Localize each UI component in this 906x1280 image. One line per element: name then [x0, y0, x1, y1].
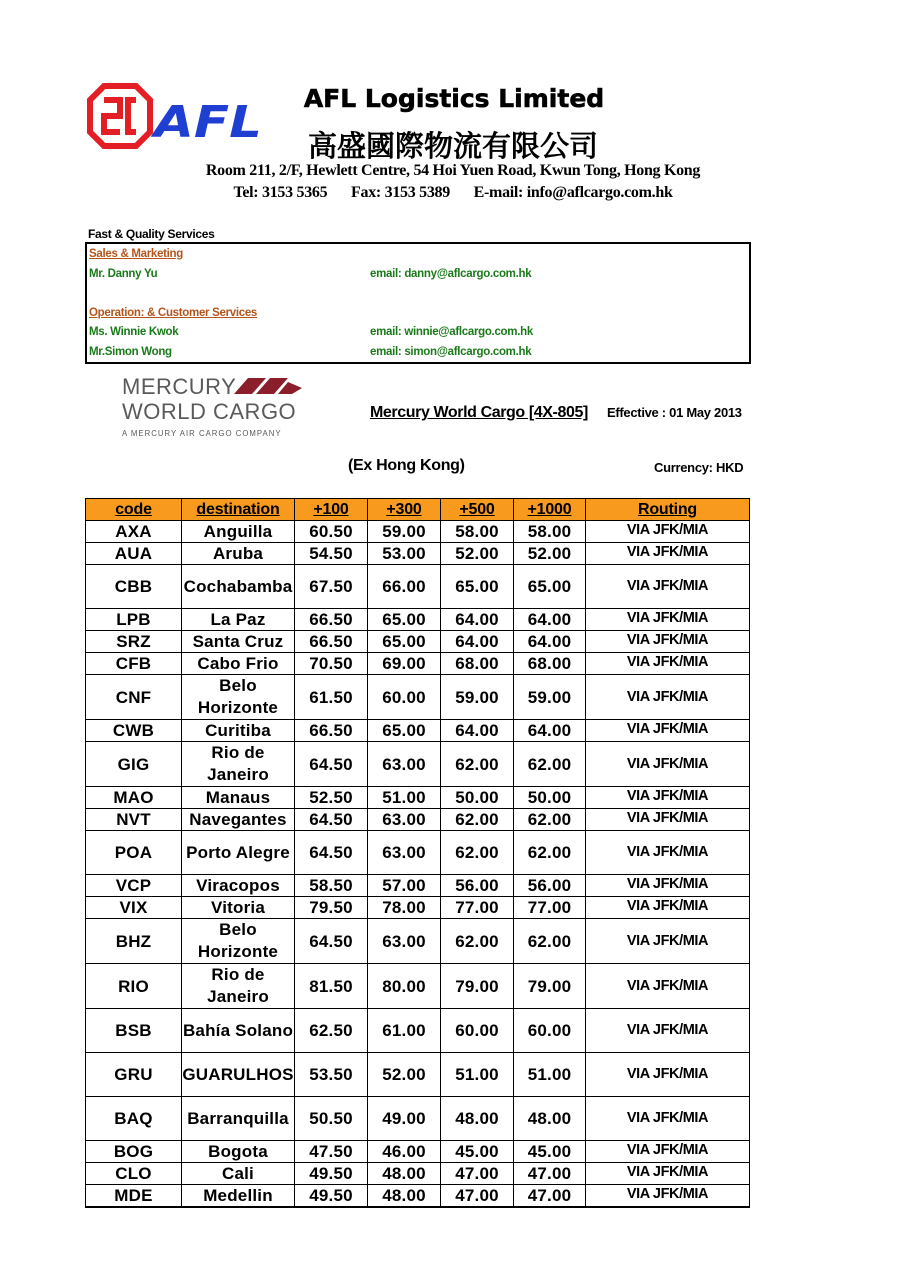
carrier-title: Mercury World Cargo [4X-805]: [370, 404, 588, 421]
cell-rate-300: 48.00: [368, 1185, 441, 1208]
cell-routing: VIA JFK/MIA: [586, 521, 750, 543]
cell-routing: VIA JFK/MIA: [586, 1185, 750, 1208]
cell-rate-1000: 47.00: [514, 1163, 586, 1185]
cell-routing: VIA JFK/MIA: [586, 1097, 750, 1141]
cell-rate-300: 63.00: [368, 809, 441, 831]
cell-routing: VIA JFK/MIA: [586, 809, 750, 831]
cell-destination: Viracopos: [182, 875, 295, 897]
col-header-destination: destination: [182, 499, 295, 521]
cell-routing: VIA JFK/MIA: [586, 742, 750, 787]
col-header-1000: +1000: [514, 499, 586, 521]
table-row: [86, 543, 750, 565]
cell-destination: Navegantes: [182, 809, 295, 831]
cell-destination: Manaus: [182, 787, 295, 809]
table-row: [86, 675, 750, 720]
cell-rate-500: 47.00: [441, 1163, 514, 1185]
cell-destination: Anguilla: [182, 521, 295, 543]
cell-rate-1000: 51.00: [514, 1053, 586, 1097]
cell-destination: Belo Horizonte: [182, 675, 295, 720]
cell-rate-500: 52.00: [441, 543, 514, 565]
cell-destination: GUARULHOS: [182, 1053, 295, 1097]
table-row: [86, 631, 750, 653]
cell-rate-1000: 48.00: [514, 1097, 586, 1141]
cell-rate-1000: 62.00: [514, 831, 586, 875]
cell-code: CBB: [86, 565, 182, 609]
rate-table-body: [86, 521, 750, 1208]
cell-rate-500: 45.00: [441, 1141, 514, 1163]
cell-rate-100: 64.50: [295, 919, 368, 964]
ops-contact-1-email[interactable]: email: winnie@aflcargo.com.hk: [370, 326, 533, 338]
cell-rate-1000: 62.00: [514, 742, 586, 787]
services-label: Fast & Quality Services: [88, 227, 215, 241]
cell-destination: Vitoria: [182, 897, 295, 919]
table-row: [86, 1163, 750, 1185]
contact-box: [85, 242, 751, 364]
cell-code: MAO: [86, 787, 182, 809]
cell-routing: VIA JFK/MIA: [586, 675, 750, 720]
cell-destination: Santa Cruz: [182, 631, 295, 653]
cell-rate-500: 51.00: [441, 1053, 514, 1097]
cell-rate-100: 60.50: [295, 521, 368, 543]
col-header-code: code: [86, 499, 182, 521]
cell-rate-100: 70.50: [295, 653, 368, 675]
cell-destination: Curitiba: [182, 720, 295, 742]
cell-code: GIG: [86, 742, 182, 787]
afl-logo-text: AFL: [150, 97, 262, 148]
cell-rate-100: 54.50: [295, 543, 368, 565]
table-row: [86, 897, 750, 919]
cell-routing: VIA JFK/MIA: [586, 897, 750, 919]
cell-rate-500: 64.00: [441, 631, 514, 653]
cell-rate-1000: 62.00: [514, 919, 586, 964]
cell-rate-100: 64.50: [295, 831, 368, 875]
cell-rate-300: 48.00: [368, 1163, 441, 1185]
col-header-100: +100: [295, 499, 368, 521]
company-address: Room 211, 2/F, Hewlett Centre, 54 Hoi Yuen Road, Kwun Tong, Hong Kong: [205, 162, 701, 179]
company-contact-line: [0, 184, 906, 202]
cell-rate-300: 66.00: [368, 565, 441, 609]
table-row: [86, 809, 750, 831]
sales-contact-name: Mr. Danny Yu: [89, 268, 158, 280]
cell-rate-1000: 47.00: [514, 1185, 586, 1208]
cell-routing: VIA JFK/MIA: [586, 609, 750, 631]
table-row: [86, 875, 750, 897]
cell-code: CNF: [86, 675, 182, 720]
cell-rate-300: 53.00: [368, 543, 441, 565]
cell-rate-1000: 59.00: [514, 675, 586, 720]
cell-routing: VIA JFK/MIA: [586, 653, 750, 675]
cell-routing: VIA JFK/MIA: [586, 1163, 750, 1185]
sales-heading: Sales & Marketing: [89, 248, 183, 260]
cell-routing: VIA JFK/MIA: [586, 964, 750, 1009]
cell-rate-300: 57.00: [368, 875, 441, 897]
cell-routing: VIA JFK/MIA: [586, 919, 750, 964]
cell-rate-100: 50.50: [295, 1097, 368, 1141]
company-email: E-mail: info@aflcargo.com.hk: [473, 184, 673, 201]
cell-rate-1000: 68.00: [514, 653, 586, 675]
cell-routing: VIA JFK/MIA: [586, 1009, 750, 1053]
cell-code: VIX: [86, 897, 182, 919]
origin-label: (Ex Hong Kong): [348, 457, 465, 474]
cell-rate-300: 65.00: [368, 631, 441, 653]
table-row: [86, 720, 750, 742]
cell-rate-500: 68.00: [441, 653, 514, 675]
cell-destination: Aruba: [182, 543, 295, 565]
table-row: [86, 565, 750, 609]
cell-rate-100: 64.50: [295, 742, 368, 787]
cell-rate-300: 61.00: [368, 1009, 441, 1053]
cell-code: BOG: [86, 1141, 182, 1163]
cell-rate-100: 49.50: [295, 1163, 368, 1185]
cell-routing: VIA JFK/MIA: [586, 831, 750, 875]
cell-rate-100: 53.50: [295, 1053, 368, 1097]
cell-code: BHZ: [86, 919, 182, 964]
cell-rate-100: 47.50: [295, 1141, 368, 1163]
rate-table-header: [86, 499, 750, 521]
table-row: [86, 742, 750, 787]
company-tel: Tel: 3153 5365: [233, 184, 328, 201]
cell-code: AXA: [86, 521, 182, 543]
company-name-en: AFL Logistics Limited: [303, 84, 605, 113]
cell-rate-1000: 77.00: [514, 897, 586, 919]
cell-rate-1000: 56.00: [514, 875, 586, 897]
cell-rate-100: 64.50: [295, 809, 368, 831]
cell-rate-1000: 65.00: [514, 565, 586, 609]
ops-heading: Operation: & Customer Services: [89, 307, 258, 319]
cell-rate-100: 81.50: [295, 964, 368, 1009]
cell-routing: VIA JFK/MIA: [586, 875, 750, 897]
cell-rate-500: 64.00: [441, 720, 514, 742]
ops-contact-1-name: Ms. Winnie Kwok: [89, 326, 179, 338]
table-row: [86, 1009, 750, 1053]
cell-code: AUA: [86, 543, 182, 565]
cell-rate-1000: 45.00: [514, 1141, 586, 1163]
cell-rate-300: 60.00: [368, 675, 441, 720]
company-fax: Fax: 3153 5389: [351, 184, 450, 201]
cell-destination: Bogota: [182, 1141, 295, 1163]
mercury-logo-line3: A MERCURY AIR CARGO COMPANY: [122, 429, 282, 438]
cell-rate-100: 58.50: [295, 875, 368, 897]
cell-rate-300: 63.00: [368, 742, 441, 787]
cell-rate-1000: 50.00: [514, 787, 586, 809]
cell-rate-100: 52.50: [295, 787, 368, 809]
cell-destination: Rio de Janeiro: [182, 964, 295, 1009]
cell-rate-100: 66.50: [295, 720, 368, 742]
cell-rate-500: 56.00: [441, 875, 514, 897]
cell-rate-500: 59.00: [441, 675, 514, 720]
cell-rate-100: 49.50: [295, 1185, 368, 1208]
rate-table: [85, 498, 750, 1208]
cell-destination: Cali: [182, 1163, 295, 1185]
cell-rate-500: 48.00: [441, 1097, 514, 1141]
cell-rate-100: 62.50: [295, 1009, 368, 1053]
cell-routing: VIA JFK/MIA: [586, 1141, 750, 1163]
cell-rate-300: 49.00: [368, 1097, 441, 1141]
table-row: [86, 964, 750, 1009]
cell-code: RIO: [86, 964, 182, 1009]
cell-rate-1000: 60.00: [514, 1009, 586, 1053]
mercury-logo: [122, 374, 322, 442]
cell-destination: Medellin: [182, 1185, 295, 1208]
cell-rate-1000: 52.00: [514, 543, 586, 565]
cell-rate-1000: 64.00: [514, 720, 586, 742]
mercury-logo-line2: WORLD CARGO: [122, 399, 297, 424]
cell-destination: Belo Horizonte: [182, 919, 295, 964]
cell-rate-1000: 58.00: [514, 521, 586, 543]
ops-contact-2-name: Mr.Simon Wong: [89, 346, 172, 358]
cell-code: MDE: [86, 1185, 182, 1208]
cell-rate-300: 69.00: [368, 653, 441, 675]
mercury-wing-icon: [226, 376, 312, 396]
table-row: [86, 831, 750, 875]
table-row: [86, 919, 750, 964]
table-row: [86, 1053, 750, 1097]
cell-rate-500: 50.00: [441, 787, 514, 809]
cell-rate-500: 65.00: [441, 565, 514, 609]
cell-rate-500: 60.00: [441, 1009, 514, 1053]
currency-label: Currency: HKD: [654, 460, 744, 475]
col-header-500: +500: [441, 499, 514, 521]
cell-rate-100: 79.50: [295, 897, 368, 919]
cell-code: BAQ: [86, 1097, 182, 1141]
table-row: [86, 653, 750, 675]
effective-date: Effective : 01 May 2013: [607, 405, 742, 420]
cell-rate-500: 47.00: [441, 1185, 514, 1208]
cell-rate-300: 59.00: [368, 521, 441, 543]
table-row: [86, 1141, 750, 1163]
cell-rate-500: 62.00: [441, 742, 514, 787]
cell-rate-300: 65.00: [368, 609, 441, 631]
cell-destination: Porto Alegre: [182, 831, 295, 875]
cell-routing: VIA JFK/MIA: [586, 631, 750, 653]
cell-rate-500: 62.00: [441, 831, 514, 875]
cell-routing: VIA JFK/MIA: [586, 1053, 750, 1097]
cell-rate-1000: 79.00: [514, 964, 586, 1009]
cell-destination: Cochabamba: [182, 565, 295, 609]
cell-code: SRZ: [86, 631, 182, 653]
ops-contact-2-email[interactable]: email: simon@aflcargo.com.hk: [370, 346, 532, 358]
cell-code: CWB: [86, 720, 182, 742]
cell-code: CFB: [86, 653, 182, 675]
cell-rate-500: 62.00: [441, 809, 514, 831]
cell-rate-100: 67.50: [295, 565, 368, 609]
col-header-300: +300: [368, 499, 441, 521]
table-row: [86, 787, 750, 809]
table-row: [86, 1097, 750, 1141]
cell-code: VCP: [86, 875, 182, 897]
cell-rate-100: 66.50: [295, 631, 368, 653]
cell-destination: Bahía Solano: [182, 1009, 295, 1053]
cell-rate-500: 79.00: [441, 964, 514, 1009]
cell-rate-500: 58.00: [441, 521, 514, 543]
company-name-zh: 高盛國際物流有限公司: [307, 129, 598, 163]
cell-code: NVT: [86, 809, 182, 831]
cell-code: LPB: [86, 609, 182, 631]
table-row: [86, 1185, 750, 1208]
cell-code: BSB: [86, 1009, 182, 1053]
cell-destination: Cabo Frio: [182, 653, 295, 675]
cell-routing: VIA JFK/MIA: [586, 720, 750, 742]
cell-rate-1000: 64.00: [514, 609, 586, 631]
cell-routing: VIA JFK/MIA: [586, 543, 750, 565]
cell-rate-300: 63.00: [368, 919, 441, 964]
cell-code: GRU: [86, 1053, 182, 1097]
cell-rate-300: 46.00: [368, 1141, 441, 1163]
cell-rate-1000: 64.00: [514, 631, 586, 653]
cell-rate-300: 65.00: [368, 720, 441, 742]
cell-code: POA: [86, 831, 182, 875]
table-row: [86, 609, 750, 631]
cell-rate-300: 78.00: [368, 897, 441, 919]
cell-rate-300: 63.00: [368, 831, 441, 875]
cell-destination: La Paz: [182, 609, 295, 631]
mercury-logo-line1: MERCURY: [122, 374, 237, 399]
cell-destination: Rio de Janeiro: [182, 742, 295, 787]
cell-rate-1000: 62.00: [514, 809, 586, 831]
table-row: [86, 521, 750, 543]
cell-rate-500: 64.00: [441, 609, 514, 631]
col-header-routing: Routing: [586, 499, 750, 521]
cell-rate-300: 52.00: [368, 1053, 441, 1097]
cell-rate-300: 51.00: [368, 787, 441, 809]
cell-routing: VIA JFK/MIA: [586, 565, 750, 609]
cell-destination: Barranquilla: [182, 1097, 295, 1141]
sales-contact-email[interactable]: email: danny@aflcargo.com.hk: [370, 268, 532, 280]
cell-rate-300: 80.00: [368, 964, 441, 1009]
cell-rate-500: 62.00: [441, 919, 514, 964]
cell-code: CLO: [86, 1163, 182, 1185]
cell-routing: VIA JFK/MIA: [586, 787, 750, 809]
cell-rate-100: 66.50: [295, 609, 368, 631]
cell-rate-500: 77.00: [441, 897, 514, 919]
cell-rate-100: 61.50: [295, 675, 368, 720]
